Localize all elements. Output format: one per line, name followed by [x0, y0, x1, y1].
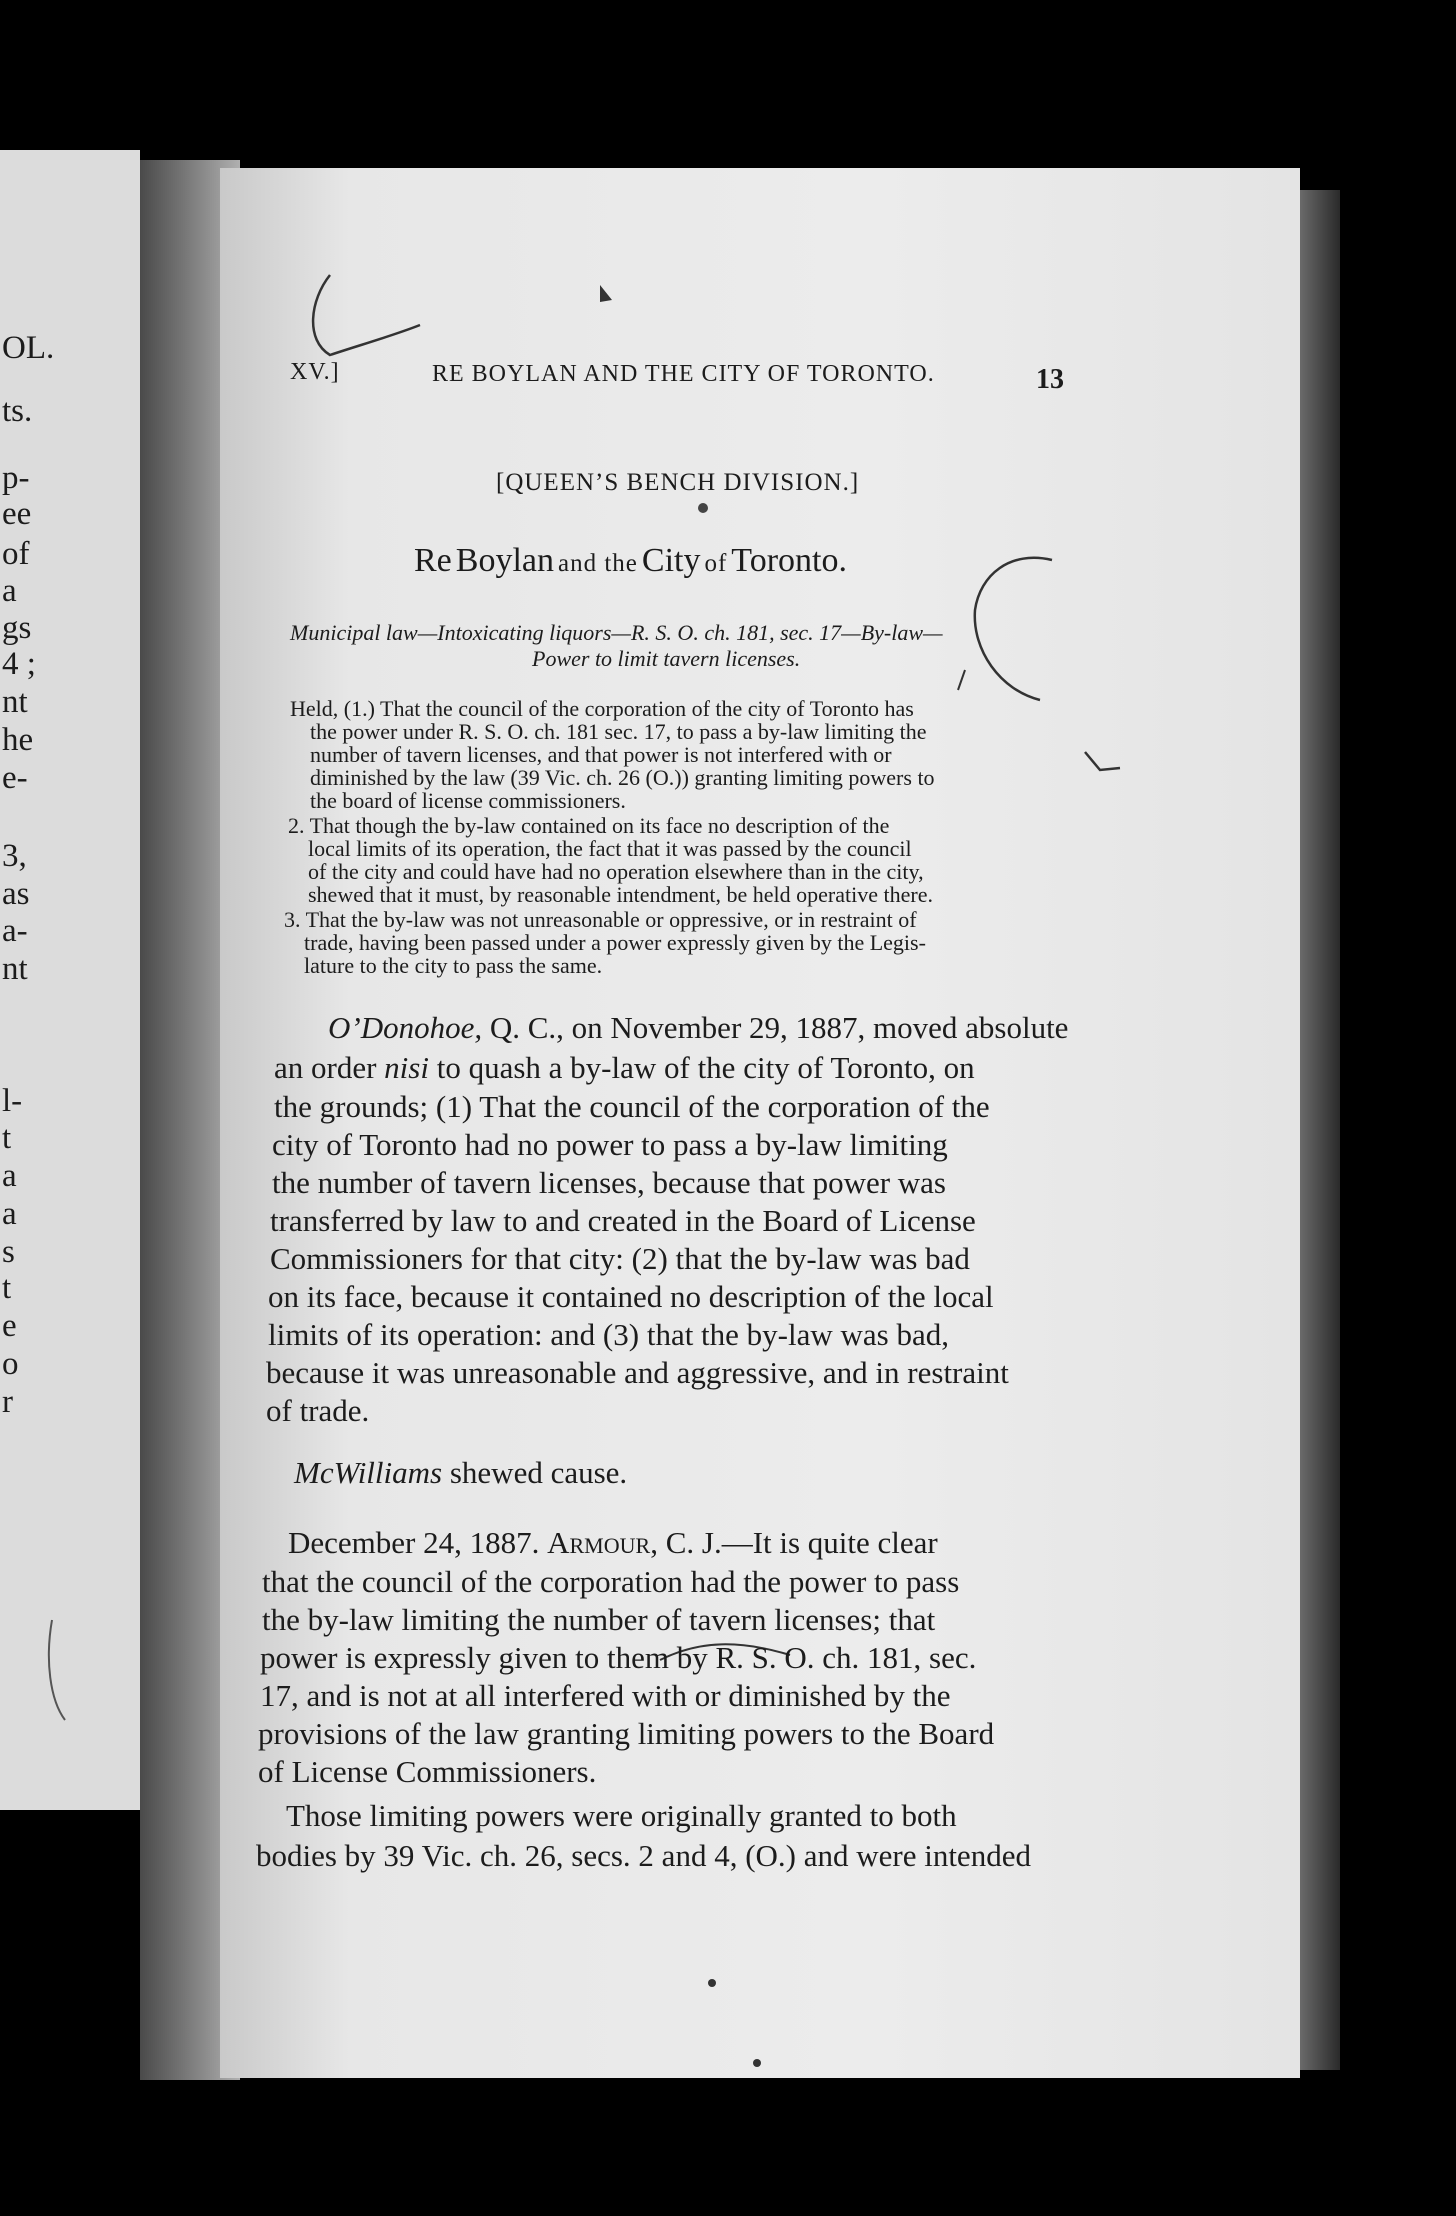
held-line: diminished by the law (39 Vic. ch. 26 (O.)) granting limiting powers to	[310, 765, 935, 790]
cause-rest: shewed cause.	[442, 1455, 628, 1490]
pencil-bracket-right	[975, 558, 1052, 700]
pencil-tick-right	[1085, 752, 1120, 770]
pencil-dot	[698, 503, 708, 513]
left-fragment: a-	[2, 913, 28, 949]
held-line: 3. That the by-law was not unreasonable or oppressive, or in restraint of	[284, 907, 917, 932]
syllabus-line: Power to limit tavern licenses.	[532, 646, 801, 671]
left-fragment: t	[2, 1270, 12, 1306]
case-title	[414, 544, 847, 578]
left-fragment: of	[2, 536, 30, 572]
judgment-line: that the council of the corporation had the power to pass	[262, 1564, 960, 1599]
held-line: shewed that it must, by reasonable intendment, be held operative there.	[308, 882, 933, 907]
held-line: trade, having been passed under a power expressly given by the Legis-	[304, 930, 926, 955]
left-fragment: he	[2, 722, 34, 758]
left-fragment: l-	[2, 1083, 23, 1119]
pencil-bracket-top	[313, 275, 420, 355]
judgment-date: December 24, 1887.	[288, 1525, 540, 1560]
cause-counsel: McWilliams	[294, 1455, 443, 1490]
left-fragment: nt	[2, 684, 28, 720]
cause-line	[294, 1457, 627, 1488]
left-fragment: a	[2, 1196, 17, 1232]
left-fragment: gs	[2, 610, 32, 646]
left-fragment: r	[2, 1384, 13, 1420]
judgment-line: power is expressly given to them by R. S. O. ch. 181, sec.	[260, 1640, 977, 1675]
left-fragment: ts.	[2, 393, 33, 429]
left-fragment: ee	[2, 496, 32, 532]
left-fragment: OL.	[2, 330, 55, 366]
motion-line: of trade.	[266, 1393, 370, 1428]
held-line: the power under R. S. O. ch. 181 sec. 17, to pass a by-law limiting the	[310, 719, 927, 744]
left-fragment: s	[2, 1234, 15, 1270]
motion-line: because it was unreasonable and aggressive, and in restraint	[266, 1355, 1009, 1390]
judgment-judge: Armour,	[547, 1525, 658, 1560]
left-fragment: e-	[2, 760, 28, 796]
syllabus-line: Municipal law—Intoxicating liquors—R. S. O. ch. 181, sec. 17—By-law—	[290, 620, 943, 645]
motion-first-line-rest: Q. C., on November 29, 1887, moved absolute	[482, 1010, 1069, 1045]
case-title-of: of	[704, 550, 728, 577]
page-number: 13	[1036, 364, 1064, 395]
judgment-line: the by-law limiting the number of tavern licenses; that	[262, 1602, 936, 1637]
motion-counsel: O’Donohoe,	[328, 1010, 483, 1045]
left-fragment: nt	[2, 951, 28, 987]
held-line: 2. That though the by-law contained on its face no description of the	[288, 813, 890, 838]
left-fragment: 4 ;	[2, 646, 36, 682]
left-fragment: 3,	[2, 838, 27, 874]
held-line: Held, (1.) That the council of the corporation of the city of Toronto has	[290, 696, 914, 721]
left-fragment: as	[2, 876, 30, 912]
motion-line: on its face, because it contained no description of the local	[268, 1279, 994, 1314]
motion-line: transferred by law to and created in the Board of License	[270, 1203, 976, 1238]
motion-line: Commissioners for that city: (2) that the by-law was bad	[270, 1241, 970, 1276]
judgment-title-rest: C. J.—It is quite clear	[657, 1525, 938, 1560]
running-title: RE BOYLAN AND THE CITY OF TORONTO.	[432, 361, 935, 387]
judgment-first-line	[288, 1527, 938, 1558]
held-line: the board of license commissioners.	[310, 788, 626, 813]
motion-line2-a: an order	[274, 1050, 385, 1085]
case-title-re: Re	[414, 542, 452, 579]
motion-first-line	[328, 1012, 1068, 1043]
court-heading: [QUEEN’S BENCH DIVISION.]	[496, 469, 860, 496]
motion-line: the grounds; (1) That the council of the corporation of the	[274, 1089, 990, 1124]
motion-line: limits of its operation: and (3) that the by-law was bad,	[268, 1317, 949, 1352]
held-line: local limits of its operation, the fact that it was passed by the council	[308, 836, 912, 861]
case-title-boylan: Boylan	[455, 542, 554, 579]
pencil-dot	[708, 1979, 716, 1987]
motion-nisi: nisi	[384, 1050, 429, 1085]
pencil-mark-top	[600, 285, 612, 302]
motion-line: the number of tavern licenses, because that power was	[272, 1165, 946, 1200]
judgment-line: 17, and is not at all interfered with or diminished by the	[260, 1678, 951, 1713]
motion-line: city of Toronto had no power to pass a by-law limiting	[272, 1127, 948, 1162]
volume-marker: XV.]	[290, 359, 340, 385]
pencil-dot	[753, 2059, 761, 2067]
judgment-line: of License Commissioners.	[258, 1754, 597, 1789]
motion-second-line	[274, 1052, 975, 1083]
judgment-para2-line: Those limiting powers were originally granted to both	[286, 1798, 957, 1833]
left-fragment: a	[2, 1158, 17, 1194]
left-fragment: e	[2, 1308, 17, 1344]
left-fragment: o	[2, 1346, 19, 1382]
held-line: lature to the city to pass the same.	[304, 953, 603, 978]
judgment-para2-line: bodies by 39 Vic. ch. 26, secs. 2 and 4, (O.) and were intended	[256, 1838, 1031, 1873]
left-fragment: p-	[2, 460, 30, 496]
left-fragment: t	[2, 1120, 12, 1156]
judgment-line: provisions of the law granting limiting powers to the Board	[258, 1716, 995, 1751]
motion-line2-b: to quash a by-law of the city of Toronto, on	[428, 1050, 975, 1085]
held-line: number of tavern licenses, and that power is not interfered with or	[310, 742, 892, 767]
case-title-toronto: Toronto.	[731, 542, 847, 579]
left-fragment: a	[2, 573, 17, 609]
held-line: of the city and could have had no operation elsewhere than in the city,	[308, 859, 924, 884]
pencil-margin-line	[49, 1620, 65, 1720]
case-title-and-the: and the	[558, 550, 638, 577]
case-title-city: City	[641, 542, 701, 579]
pencil-tick-small	[958, 670, 965, 690]
